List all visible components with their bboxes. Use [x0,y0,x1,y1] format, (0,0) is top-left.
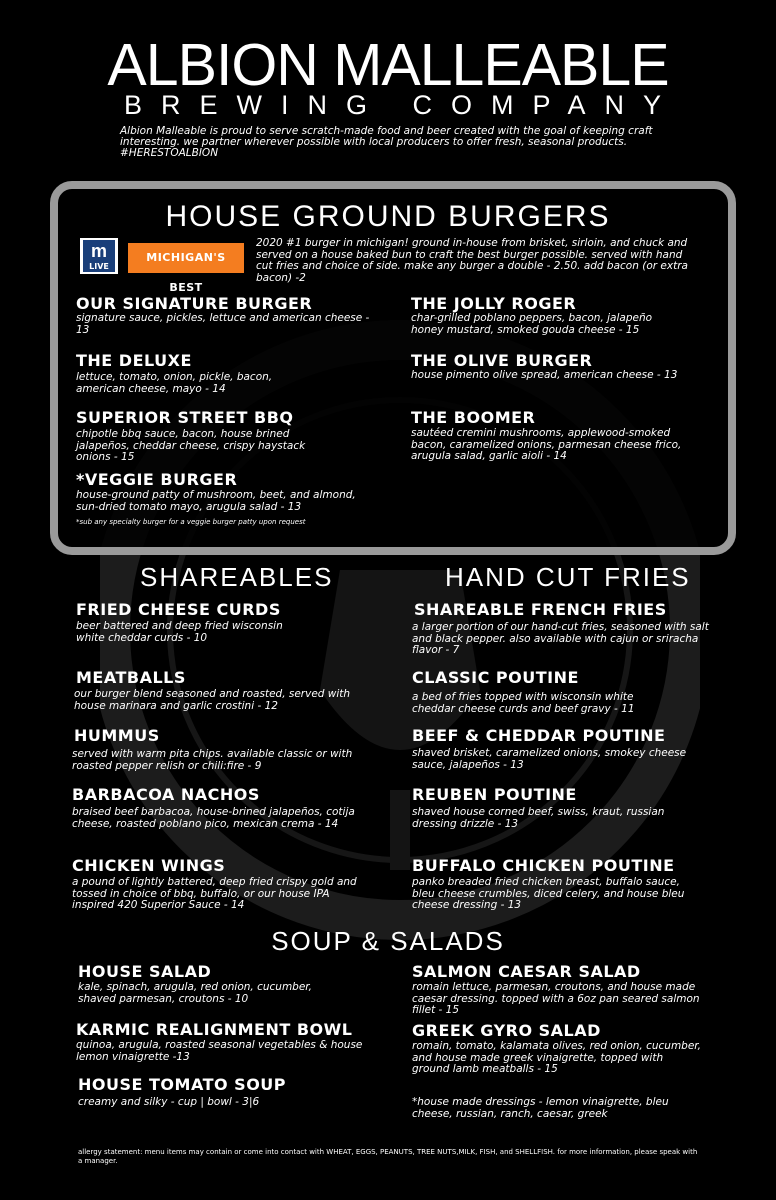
intro-text: Albion Malleable is proud to serve scratch-made food and beer created with the goal of keeping craft interesting. we partner wherever possible with local producers to offer fresh, seasonal products. #HERESTOALBION [120,125,653,159]
menu-item-name: HUMMUS [74,726,160,745]
michigans-best-badge: MICHIGAN'S BEST [128,243,244,273]
shareables-heading: SHAREABLES [140,562,334,592]
menu-item-name: REUBEN POUTINE [412,785,577,804]
menu-item-desc: beer battered and deep fried wisconsin white cheddar curds - 10 [76,620,283,644]
menu-item-name: GREEK GYRO SALAD [412,1021,601,1040]
menu-item-name: THE BOOMER [411,408,536,427]
dressings-note: *house made dressings - lemon vinaigrette, bleu cheese, russian, ranch, caesar, greek [412,1096,669,1120]
menu-item-name: THE JOLLY ROGER [411,294,577,313]
menu-item-desc: our burger blend seasoned and roasted, served with house marinara and garlic crostini - 12 [74,688,351,712]
menu-item-desc: a larger portion of our hand-cut fries, seasoned with salt and black pepper. also available with cajun or sriracha flavor - 7 [412,621,709,656]
menu-item-desc: kale, spinach, arugula, red onion, cucumber, shaved parmesan, croutons - 10 [78,981,312,1005]
menu-item-name: HOUSE SALAD [78,962,212,981]
menu-item-desc: house pimento olive spread, american cheese - 13 [411,369,678,381]
menu-item-desc: sautéed cremini mushrooms, applewood-smoked bacon, caramelized onions, parmesan cheese frico, arugula salad, garlic aioli - 14 [411,427,682,462]
menu-item-name: THE DELUXE [76,351,192,370]
mlive-logo [80,238,118,274]
menu-item-desc: shaved brisket, caramelized onions, smokey cheese sauce, jalapeños - 13 [412,747,687,771]
allergy-statement: allergy statement: menu items may contain or come into contact with WHEAT, EGGS, PEANUTS, TREE NUTS,MILK, FISH, and SHELLFISH. for more information, please speak with a manager. [78,1148,698,1165]
menu-item-name: FRIED CHEESE CURDS [76,600,281,619]
menu-item-name: BARBACOA NACHOS [72,785,260,804]
menu-item-desc: creamy and silky - cup | bowl - 3|6 [78,1096,260,1108]
brewery-title: ALBION MALLEABLE [107,32,669,98]
menu-item-desc: shaved house corned beef, swiss, kraut, russian dressing drizzle - 13 [412,806,665,830]
menu-item-name: SALMON CAESAR SALAD [412,962,641,981]
menu-item-name: SUPERIOR STREET BBQ [76,408,294,427]
burgers-intro: 2020 #1 burger in michigan! ground in-house from brisket, sirloin, and chuck and served on a house baked bun to craft the best burger possible. served with hand cut fries and choice of side. make any burger a double - 2.50. add bacon (or extra bacon) -2 [256,237,688,284]
menu-item-desc: served with warm pita chips. available classic or with roasted pepper relish or chili:fire - 9 [72,748,353,772]
menu-item-name: CLASSIC POUTINE [412,668,579,687]
veggie-note: *sub any specialty burger for a veggie burger patty upon request [76,518,306,526]
burgers-heading: HOUSE GROUND BURGERS [165,200,611,233]
menu-item-name: BUFFALO CHICKEN POUTINE [412,856,675,875]
menu-item-desc: romain, tomato, kalamata olives, red onion, cucumber, and house made greek vinaigrette, topped with ground lamb meatballs - 15 [412,1040,701,1075]
menu-item-desc: house-ground patty of mushroom, beet, and almond, sun-dried tomato mayo, arugula salad - 13 [76,489,356,513]
brewery-subtitle: BREWING COMPANY [123,90,680,120]
menu-item-name: BEEF & CHEDDAR POUTINE [412,726,666,745]
menu-item-desc: chipotle bbq sauce, bacon, house brined jalapeños, cheddar cheese, crispy haystack onions - 15 [76,428,306,463]
menu-item-name: MEATBALLS [76,668,186,687]
menu-item-desc: panko breaded fried chicken breast, buffalo sauce, bleu cheese crumbles, diced celery, and house bleu cheese dressing - 13 [412,876,685,911]
menu-item-desc: a bed of fries topped with wisconsin white cheddar cheese curds and beef gravy - 11 [412,691,635,715]
menu-item-desc: a pound of lightly battered, deep fried crispy gold and tossed in choice of bbq, buffalo, or our house IPA inspired 420 Superior Sauce - 14 [72,876,357,911]
mlive-logo-letter: m [83,240,115,262]
menu-item-desc: quinoa, arugula, roasted seasonal vegetables & house lemon vinaigrette -13 [76,1039,363,1063]
menu-item-name: CHICKEN WINGS [72,856,226,875]
menu-item-desc: romain lettuce, parmesan, croutons, and house made caesar dressing. topped with a 6oz pan seared salmon fillet - 15 [412,981,700,1016]
menu-item-desc: char-grilled poblano peppers, bacon, jalapeño honey mustard, smoked gouda cheese - 15 [411,312,653,336]
menu-item-name: SHAREABLE FRENCH FRIES [414,600,667,619]
menu-item-desc: signature sauce, pickles, lettuce and american cheese - 13 [76,312,370,336]
menu-item-desc: lettuce, tomato, onion, pickle, bacon, american cheese, mayo - 14 [76,371,273,395]
mlive-logo-text: LIVE [83,262,115,272]
soups-heading: SOUP & SALADS [271,926,505,956]
menu-item-name: HOUSE TOMATO SOUP [78,1075,287,1094]
menu-item-name: KARMIC REALIGNMENT BOWL [76,1020,353,1039]
menu-item-desc: braised beef barbacoa, house-brined jalapeños, cotija cheese, roasted poblano pico, mexican crema - 14 [72,806,355,830]
menu-item-name: THE OLIVE BURGER [411,351,593,370]
fries-heading: HAND CUT FRIES [445,562,691,592]
menu-item-name: *VEGGIE BURGER [76,470,238,489]
menu-item-name: OUR SIGNATURE BURGER [76,294,313,313]
